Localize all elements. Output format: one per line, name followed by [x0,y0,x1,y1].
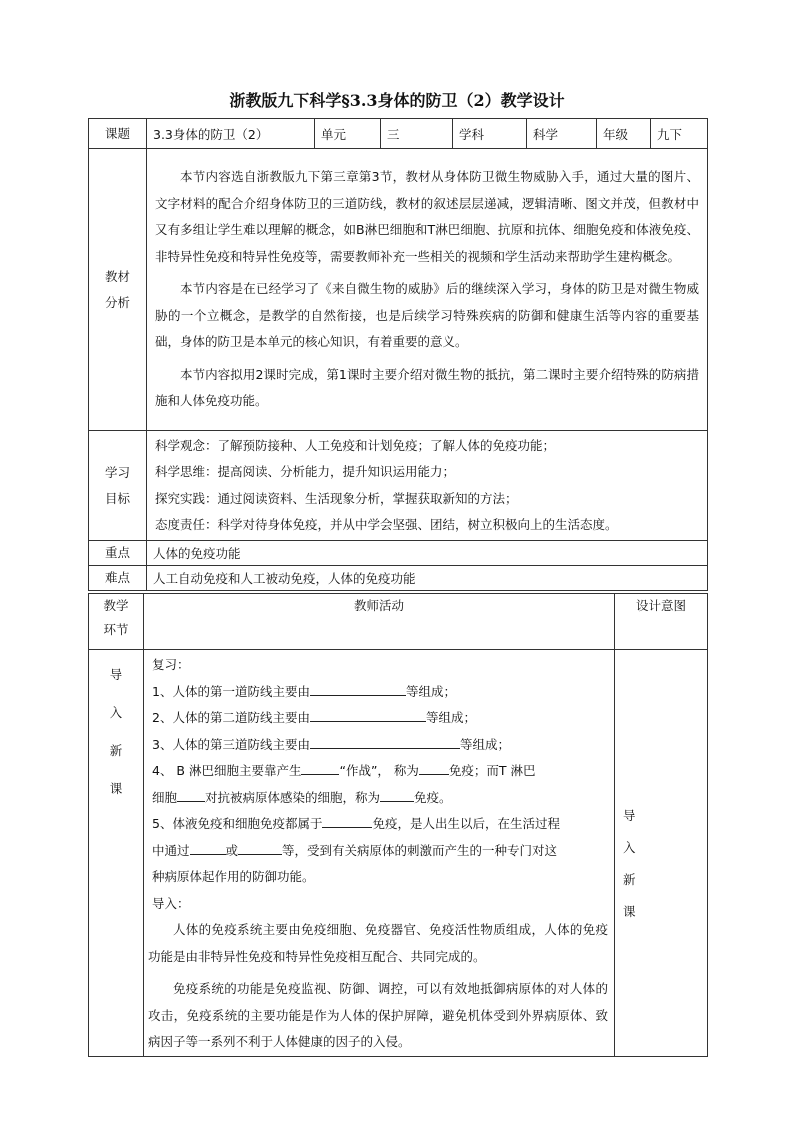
topic-row [89,119,708,149]
lead-in-label: 导入： [152,895,190,911]
stage-header-line-1: 教学 [103,598,129,613]
q4-text-f: 免疫。 [414,789,452,805]
analysis-content [147,149,708,431]
fill-blank [301,760,339,775]
lead-in-paragraph-1: 人体的免疫系统主要由免疫细胞、免疫器官、免疫活性物质组成，人体的免疫功能是由非特异性免疫和特异性免疫相互配合、共同完成的。 [148,922,608,964]
q1-text-b: 等组成； [405,683,456,699]
q5-text-d: 或 [225,842,239,858]
analysis-paragraph-1: 本节内容选自浙教版九下第三章第3节，教材从身体防卫微生物威胁入手，通过大量的图片、文字材料的配合介绍身体防卫的三道防线，教材的叙述层层递减，逻辑清晰、图文并茂，但教材中又有多组让学生难以理解的概念，如B淋巴细胞和T淋巴细胞、抗原和抗体、细胞免疫和体液免疫、非特异性免疫和特异性免疫等，需要教师补充一些相关的视频和学生活动来帮助学生建构概念。 [155,169,699,264]
difficulty-row [89,566,708,591]
q5-text-b: 免疫，是人出生以后，在生活过程 [372,816,560,831]
activity-header-row [89,594,708,650]
topic-value: 3.3身体的防卫（2） [147,119,315,149]
topic-label: 课题 [89,119,147,149]
review-question-4-cont [148,785,608,812]
stage-char: 新 [109,743,123,758]
stage-char: 导 [109,667,123,682]
design-intent-header: 设计意图 [615,594,708,650]
intent-char: 入 [623,840,636,855]
intro-stage-cell [89,650,144,1057]
q4-text-b: “作战”， 称为 [339,763,419,778]
intro-intent-cell [615,650,708,1057]
stage-char: 入 [109,705,123,720]
review-question-1 [148,679,608,706]
fill-blank [322,813,372,828]
analysis-paragraph-2: 本节内容是在已经学习了《来自微生物的威胁》后的继续深入学习，身体的防卫是对微生物威胁的一个立概念，是教学的自然衔接，也是后续学习特殊疾病的防御和健康生活等内容的重要基础，身体的防卫是本单元的核心知识，有着重要的意义。 [155,281,699,350]
objective-item: 态度责任：科学对待身体免疫，并从中学会坚强、团结，树立积极向上的生活态度。 [155,517,618,532]
intro-teacher-cell [144,650,615,1057]
intent-char: 课 [623,904,636,919]
objectives-label-line-1: 学习 [104,464,130,480]
objective-item: 科学观念：了解预防接种、人工免疫和计划免疫；了解人体的免疫功能； [155,437,556,453]
subject-label: 学科 [453,119,527,149]
q3-text-b: 等组成； [459,736,510,752]
activity-table [88,593,708,1057]
review-label: 复习： [152,657,190,672]
unit-value: 三 [381,119,453,149]
analysis-label [89,149,147,431]
objective-item: 探究实践：通过阅读资料、生活现象分析，掌握获取新知的方法； [155,490,518,506]
difficulty-text: 人工自动免疫和人工被动免疫，人体的免疫功能 [147,566,708,591]
fill-blank [310,681,406,696]
q1-text-a: 1、人体的第一道防线主要由 [152,683,310,699]
q4-text-e: 对抗被病原体感染的细胞，称为 [205,789,381,805]
page-title: 浙教版九下科学§3.3身体的防卫（2）教学设计 [229,91,565,110]
grade-value: 九下 [651,119,708,149]
stage-header-line-2: 环节 [103,622,129,637]
q4-text-a: 4、 B 淋巴细胞主要靠产生 [152,763,302,778]
q5-text-a: 5、体液免疫和细胞免疫都属于 [152,816,323,831]
review-question-4 [148,758,608,785]
fill-blank [310,734,460,749]
fill-blank [190,840,226,855]
review-question-5-end: 种病原体起作用的防御功能。 [152,869,315,884]
q4-text-d: 细胞 [152,789,178,805]
analysis-label-line-1: 教材 [104,268,130,284]
teacher-activity-header: 教师活动 [144,594,615,650]
objectives-label [89,431,147,541]
intent-char: 导 [623,808,636,823]
q3-text-a: 3、人体的第三道防线主要由 [152,736,310,752]
objectives-row [89,431,708,541]
analysis-row [89,149,708,431]
fill-blank [380,787,414,802]
analysis-label-line-2: 分析 [104,294,130,310]
q2-text-b: 等组成； [425,710,476,725]
review-question-5 [148,811,608,838]
fill-blank [177,787,205,802]
q5-text-e: 等，受到有关病原体的刺激而产生的一种专门对这 [282,842,558,858]
review-question-3 [148,732,608,759]
unit-label: 单元 [315,119,381,149]
intent-char: 新 [623,872,636,887]
info-table [88,118,708,591]
q2-text-a: 2、人体的第二道防线主要由 [152,710,310,725]
stage-char: 课 [109,781,123,796]
analysis-paragraph-3: 本节内容拟用2课时完成，第1课时主要介绍对微生物的抵抗，第二课时主要介绍特殊的防病措施和人体免疫功能。 [155,366,699,409]
fill-blank [238,840,282,855]
grade-label: 年级 [597,119,651,149]
key-point-row [89,541,708,566]
subject-value: 科学 [527,119,597,149]
stage-header [89,594,144,650]
review-question-5-cont [148,838,608,865]
fill-blank [419,760,449,775]
difficulty-label: 难点 [89,566,147,591]
fill-blank [310,707,426,722]
review-question-2 [148,705,608,732]
q4-text-c: 免疫；而T 淋巴 [448,763,536,778]
objective-item: 科学思维：提高阅读、分析能力，提升知识运用能力； [155,464,456,479]
objectives-content [147,431,708,541]
lead-in-paragraph-2: 免疫系统的功能是免疫监视、防御、调控，可以有效地抵御病原体的对人体的攻击，免疫系统的主要功能是作为人体的保护屏障，避免机体受到外界病原体、致病因子等一系列不利于人体健康的因子的入侵。 [148,981,608,1049]
objectives-label-line-2: 目标 [104,490,130,506]
intro-row [89,650,708,1057]
key-point-text: 人体的免疫功能 [147,541,708,566]
key-point-label: 重点 [89,541,147,566]
q5-text-c: 中通过 [152,842,190,858]
